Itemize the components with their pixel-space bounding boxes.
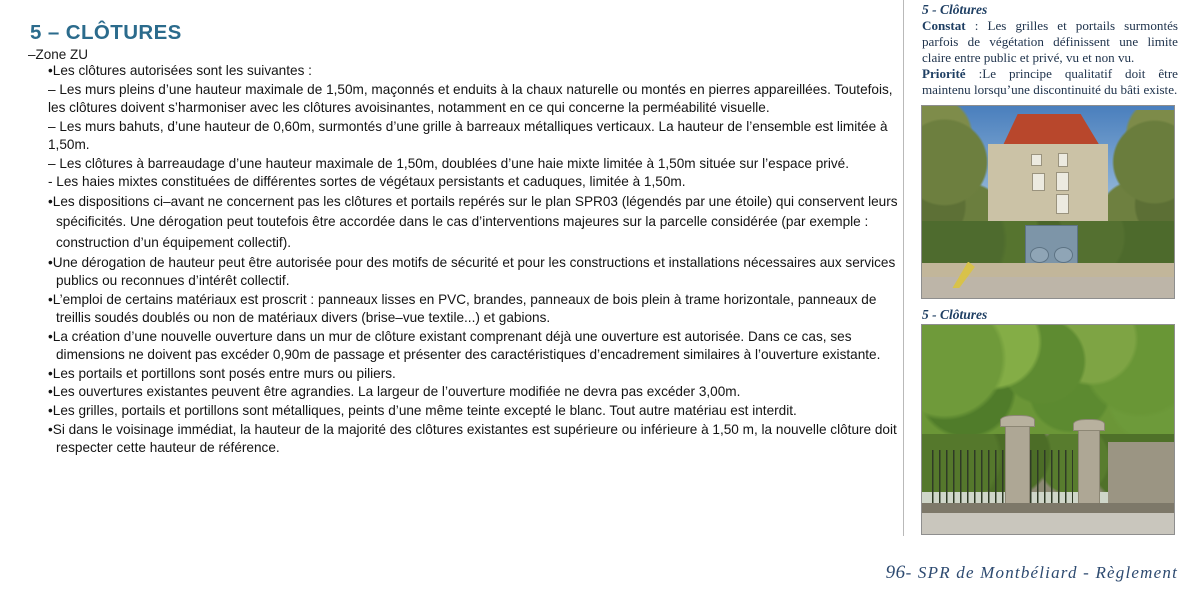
- constat-text: : Les grilles et portails surmontés parfois de végétation définissent une limite claire entre public et privé, vu et non vu.: [922, 18, 1178, 65]
- regulation-paragraph: •Une dérogation de hauteur peut être autorisée pour des motifs de sécurité et pour les constructions et installations nécessaires aux services publics ou reconnues d’intérêt collectif.: [48, 254, 896, 289]
- priorite-paragraph: [922, 66, 1178, 98]
- stone-pillar: [1005, 423, 1030, 511]
- window: [1031, 154, 1041, 167]
- photo-house-with-hedge-and-gate: [921, 105, 1175, 299]
- regulation-paragraph: - Les haies mixtes constituées de différentes sortes de végétaux persistants et caduques, limitée à 1,50m.: [48, 174, 686, 190]
- window: [1056, 194, 1069, 214]
- regulation-paragraph: – Les murs bahuts, d’une hauteur de 0,60m, surmontés d’une grille à barreaux métalliques verticaux. La hauteur de l’ensemble est limitée à 1,50m.: [48, 118, 888, 153]
- regulation-paragraph: •Les dispositions ci–avant ne concernent pas les clôtures et portails repérés sur le plan SPR03 (légendés par une étoile) qui conservent leurs spécificités. Une dérogation peut toutefois être accordée dans le cas d’interventions majeures sur la parcelle considérée (par exemple : construction d’un équipement collectif).: [48, 193, 898, 251]
- regulation-paragraph: •Les ouvertures existantes peuvent être agrandies. La largeur de l’ouverture modifiée ne devra pas excéder 3,00m.: [48, 384, 741, 400]
- stone-pillar: [1078, 427, 1100, 508]
- window: [1032, 173, 1045, 191]
- regulation-paragraph: – Les clôtures à barreaudage d’une hauteur maximale de 1,50m, doublées d’une haie mixte limitée à 1,50m située sur l’espace privé.: [48, 155, 849, 171]
- column-divider: [903, 0, 904, 536]
- iron-railing: [932, 450, 1073, 504]
- priorite-text: :Le principe qualitatif doit être maintenu lorsqu’une discontinuité du bâti existe.: [922, 66, 1178, 97]
- stone-wall: [1108, 442, 1174, 505]
- zone-label: –Zone ZU: [28, 47, 89, 62]
- regulation-paragraph: •Les clôtures autorisées sont les suivantes :: [48, 63, 312, 78]
- regulation-paragraph: •L’emploi de certains matériaux est proscrit : panneaux lisses en PVC, brandes, panneaux de bois plein à trame horizontale, panneaux de treillis soudés doublés ou non de matériaux divers (brise–vue textile...) et gabions.: [48, 291, 877, 326]
- regulation-paragraph: – Les murs pleins d’une hauteur maximale de 1,50m, maçonnés et enduits à la chaux naturelle ou montés en pierres appareillées. Toutefois, les clôtures doivent s’harmoniser avec les clôtures avoisinantes, notamment en ce qui concerne la perméabilité visuelle.: [48, 81, 893, 116]
- constat-label: Constat: [922, 18, 966, 33]
- priorite-label: Priorité: [922, 66, 966, 81]
- regulation-paragraph: •Les grilles, portails et portillons sont métalliques, peints d’une même teinte excepté le blanc. Tout autre matériau est interdit.: [48, 402, 797, 418]
- pillar-cap: [1073, 419, 1105, 431]
- footer-text: - SPR de Montbéliard - Règlement: [905, 563, 1178, 582]
- sidebar-column: [915, 0, 1185, 601]
- pillar-cap: [1000, 415, 1035, 427]
- page-title: 5 – CLÔTURES: [30, 21, 182, 44]
- page-number: 96: [885, 562, 906, 583]
- window: [1056, 172, 1069, 191]
- regulation-paragraph: •Les portails et portillons sont posés entre murs ou piliers.: [48, 365, 396, 381]
- regulation-text-body: [48, 62, 898, 458]
- kerb: [922, 503, 1174, 513]
- window: [1058, 153, 1068, 168]
- photo-caption: 5 - Clôtures: [922, 307, 988, 322]
- constat-paragraph: [922, 18, 1178, 66]
- sidebar-heading: 5 - Clôtures: [922, 2, 988, 17]
- regulation-paragraph: •Si dans le voisinage immédiat, la hauteur de la majorité des clôtures existantes est supérieure ou inférieure à 1,50 m, la nouvelle clôture doit respecter cette hauteur de référence.: [48, 421, 897, 456]
- regulation-paragraph: •La création d’une nouvelle ouverture dans un mur de clôture existant comprenant déjà une ouverture est autorisée. Dans ce cas, ses dimensions ne doivent pas excéder 0,90m de passage et présenter des caractéristiques d’encadrement similaires à l’ouverture existante.: [48, 328, 881, 363]
- road: [922, 513, 1174, 534]
- page-footer: [886, 562, 1178, 584]
- photo-stone-pillars-iron-gate: [921, 324, 1175, 535]
- sidebar-commentary: [922, 18, 1178, 98]
